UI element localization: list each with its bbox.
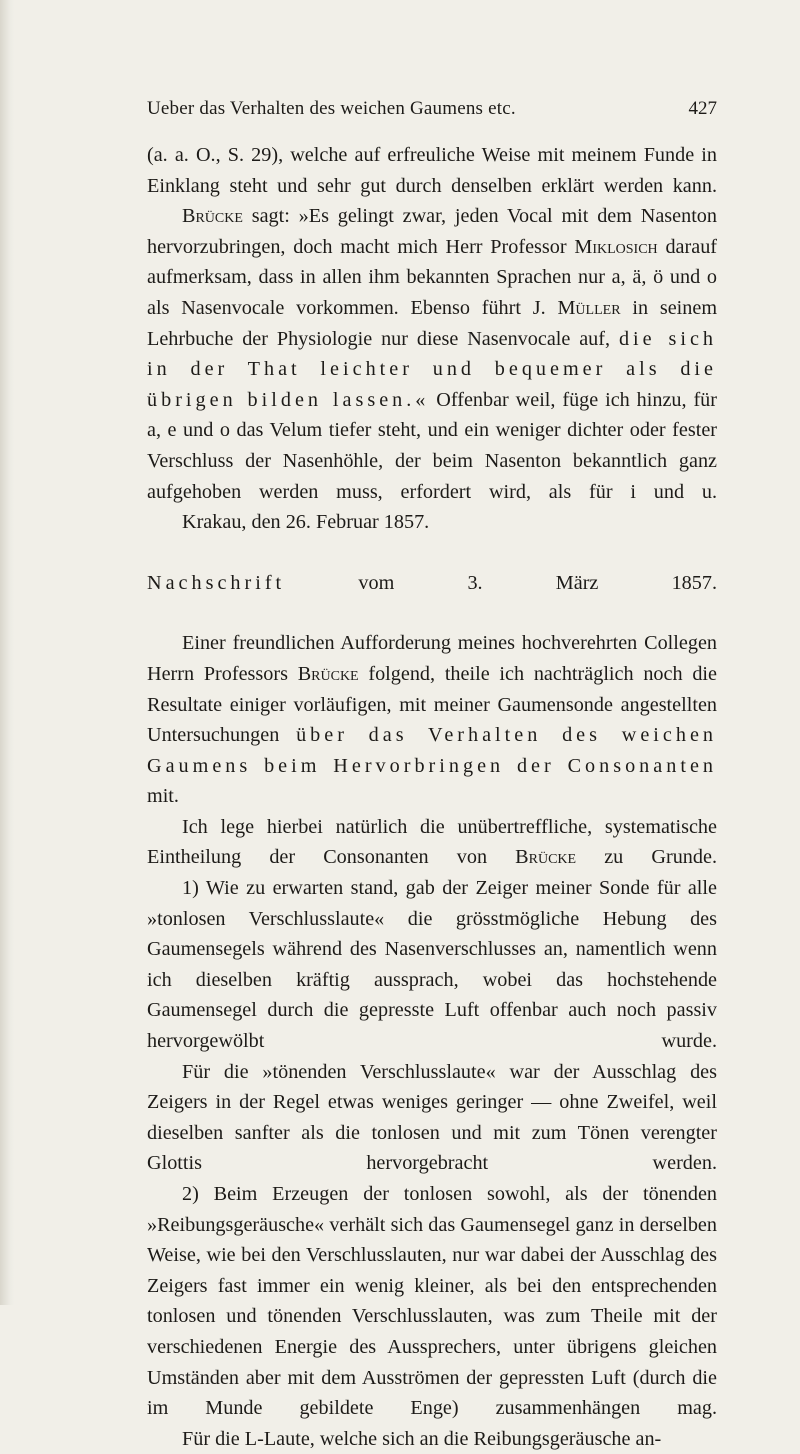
author-name-miklosich: Miklosich xyxy=(574,235,658,258)
spaced-quote: die sich in der That leichter und bequemer als die übrigen bilden lassen.« xyxy=(147,327,718,411)
page-body xyxy=(147,140,717,1454)
author-name-bruecke-3: Brücke xyxy=(515,846,577,869)
paragraph-3: Einer freundlichen Aufforderung meines hochverehrten Collegen Herrn Professors Brücke folgend, theile ich nachträglich noch die Resultate einiger vorläufigen, mit meiner Gaumensonde angestellten Untersuchungen über das Verhalten des weichen Gaumens beim Hervorbringen der Consonanten mit. xyxy=(147,632,717,808)
author-name-mueller: Müller xyxy=(557,296,621,319)
spaced-topic: über das Verhalten des weichen Gaumens beim Hervorbringen der Consonanten xyxy=(147,724,717,777)
postscript-date: vom 3. März 1857. xyxy=(358,571,718,594)
page-number: 427 xyxy=(688,98,717,119)
author-name-bruecke-2: Brücke xyxy=(297,662,359,685)
postscript-label: Nachschrift xyxy=(147,571,286,594)
paragraph-2: Brücke sagt: »Es gelingt zwar, jeden Vocal mit dem Nasenton hervorzubringen, doch macht mich Herr Professor Miklosich darauf aufmerksam, dass in allen ihm bekannten Sprachen nur a, ä, ö und o als Nasenvocale vorkommen. Ebenso führt J. Müller in seinem Lehrbuche der Physiologie nur diese Nasenvocale auf, die sich in der That leichter und bequemer als die übrigen bilden lassen.« Offenbar weil, füge ich hinzu, für a, e und o das Velum tiefer steht, und ein weniger dichter oder fester Verschluss der Nasenhöhle, der beim Nasenton bekanntlich ganz aufgehoben werden muss, erfordert wird, als für i und u. xyxy=(147,205,718,503)
paragraph-4: Ich lege hierbei natürlich die unübertreffliche, systematische Eintheilung der Consonanten von Brücke zu Grunde. xyxy=(147,815,717,869)
dateline: Krakau, den 26. Februar 1857. xyxy=(182,511,430,534)
running-title: Ueber das Verhalten des weichen Gaumens etc. xyxy=(147,98,516,119)
paragraph-7: 2) Beim Erzeugen der tonlosen sowohl, als der tönenden »Reibungsgeräusche« verhält sich das Gaumensegel ganz in derselben Weise, wie bei den Verschlusslauten, nur war dabei der Ausschlag des Zeigers fast immer ein wenig kleiner, als bei den entsprechenden tonlosen und tönenden Verschlusslauten, was zum Theile mit der verschiedenen Energie des Aussprechers, unter übrigens gleichen Umständen aber mit dem Ausströmen der gepressten Luft (durch die im Munde gebildete Enge) zusammenhängen mag. xyxy=(147,1183,717,1420)
paragraph-5: 1) Wie zu erwarten stand, gab der Zeiger meiner Sonde für alle »tonlosen Verschlusslaute« die grösstmögliche Hebung des Gaumensegels während des Nasenverschlusses an, namentlich wenn ich dieselben kräftig aussprach, wobei das hochstehende Gaumensegel durch die gepresste Luft offenbar auch noch passiv hervorgewölbt wurde. xyxy=(147,877,717,1053)
paragraph-8: Für die L-Laute, welche sich an die Reibungsgeräusche an- xyxy=(182,1427,662,1450)
paragraph-1: (a. a. O., S. 29), welche auf erfreuliche Weise mit meinem Funde in Einklang steht und sehr gut durch denselben erklärt werden kann. xyxy=(147,144,717,197)
postscript-heading xyxy=(147,568,717,599)
paragraph-6: Für die »tönenden Verschlusslaute« war der Ausschlag des Zeigers in der Regel etwas weniges geringer — ohne Zweifel, weil dieselben sanfter als die tonlosen und mit zum Tönen verengter Glottis hervorgebracht werden. xyxy=(147,1060,717,1175)
author-name-bruecke: Brücke xyxy=(182,205,243,228)
page-edge-shadow xyxy=(0,0,14,1305)
